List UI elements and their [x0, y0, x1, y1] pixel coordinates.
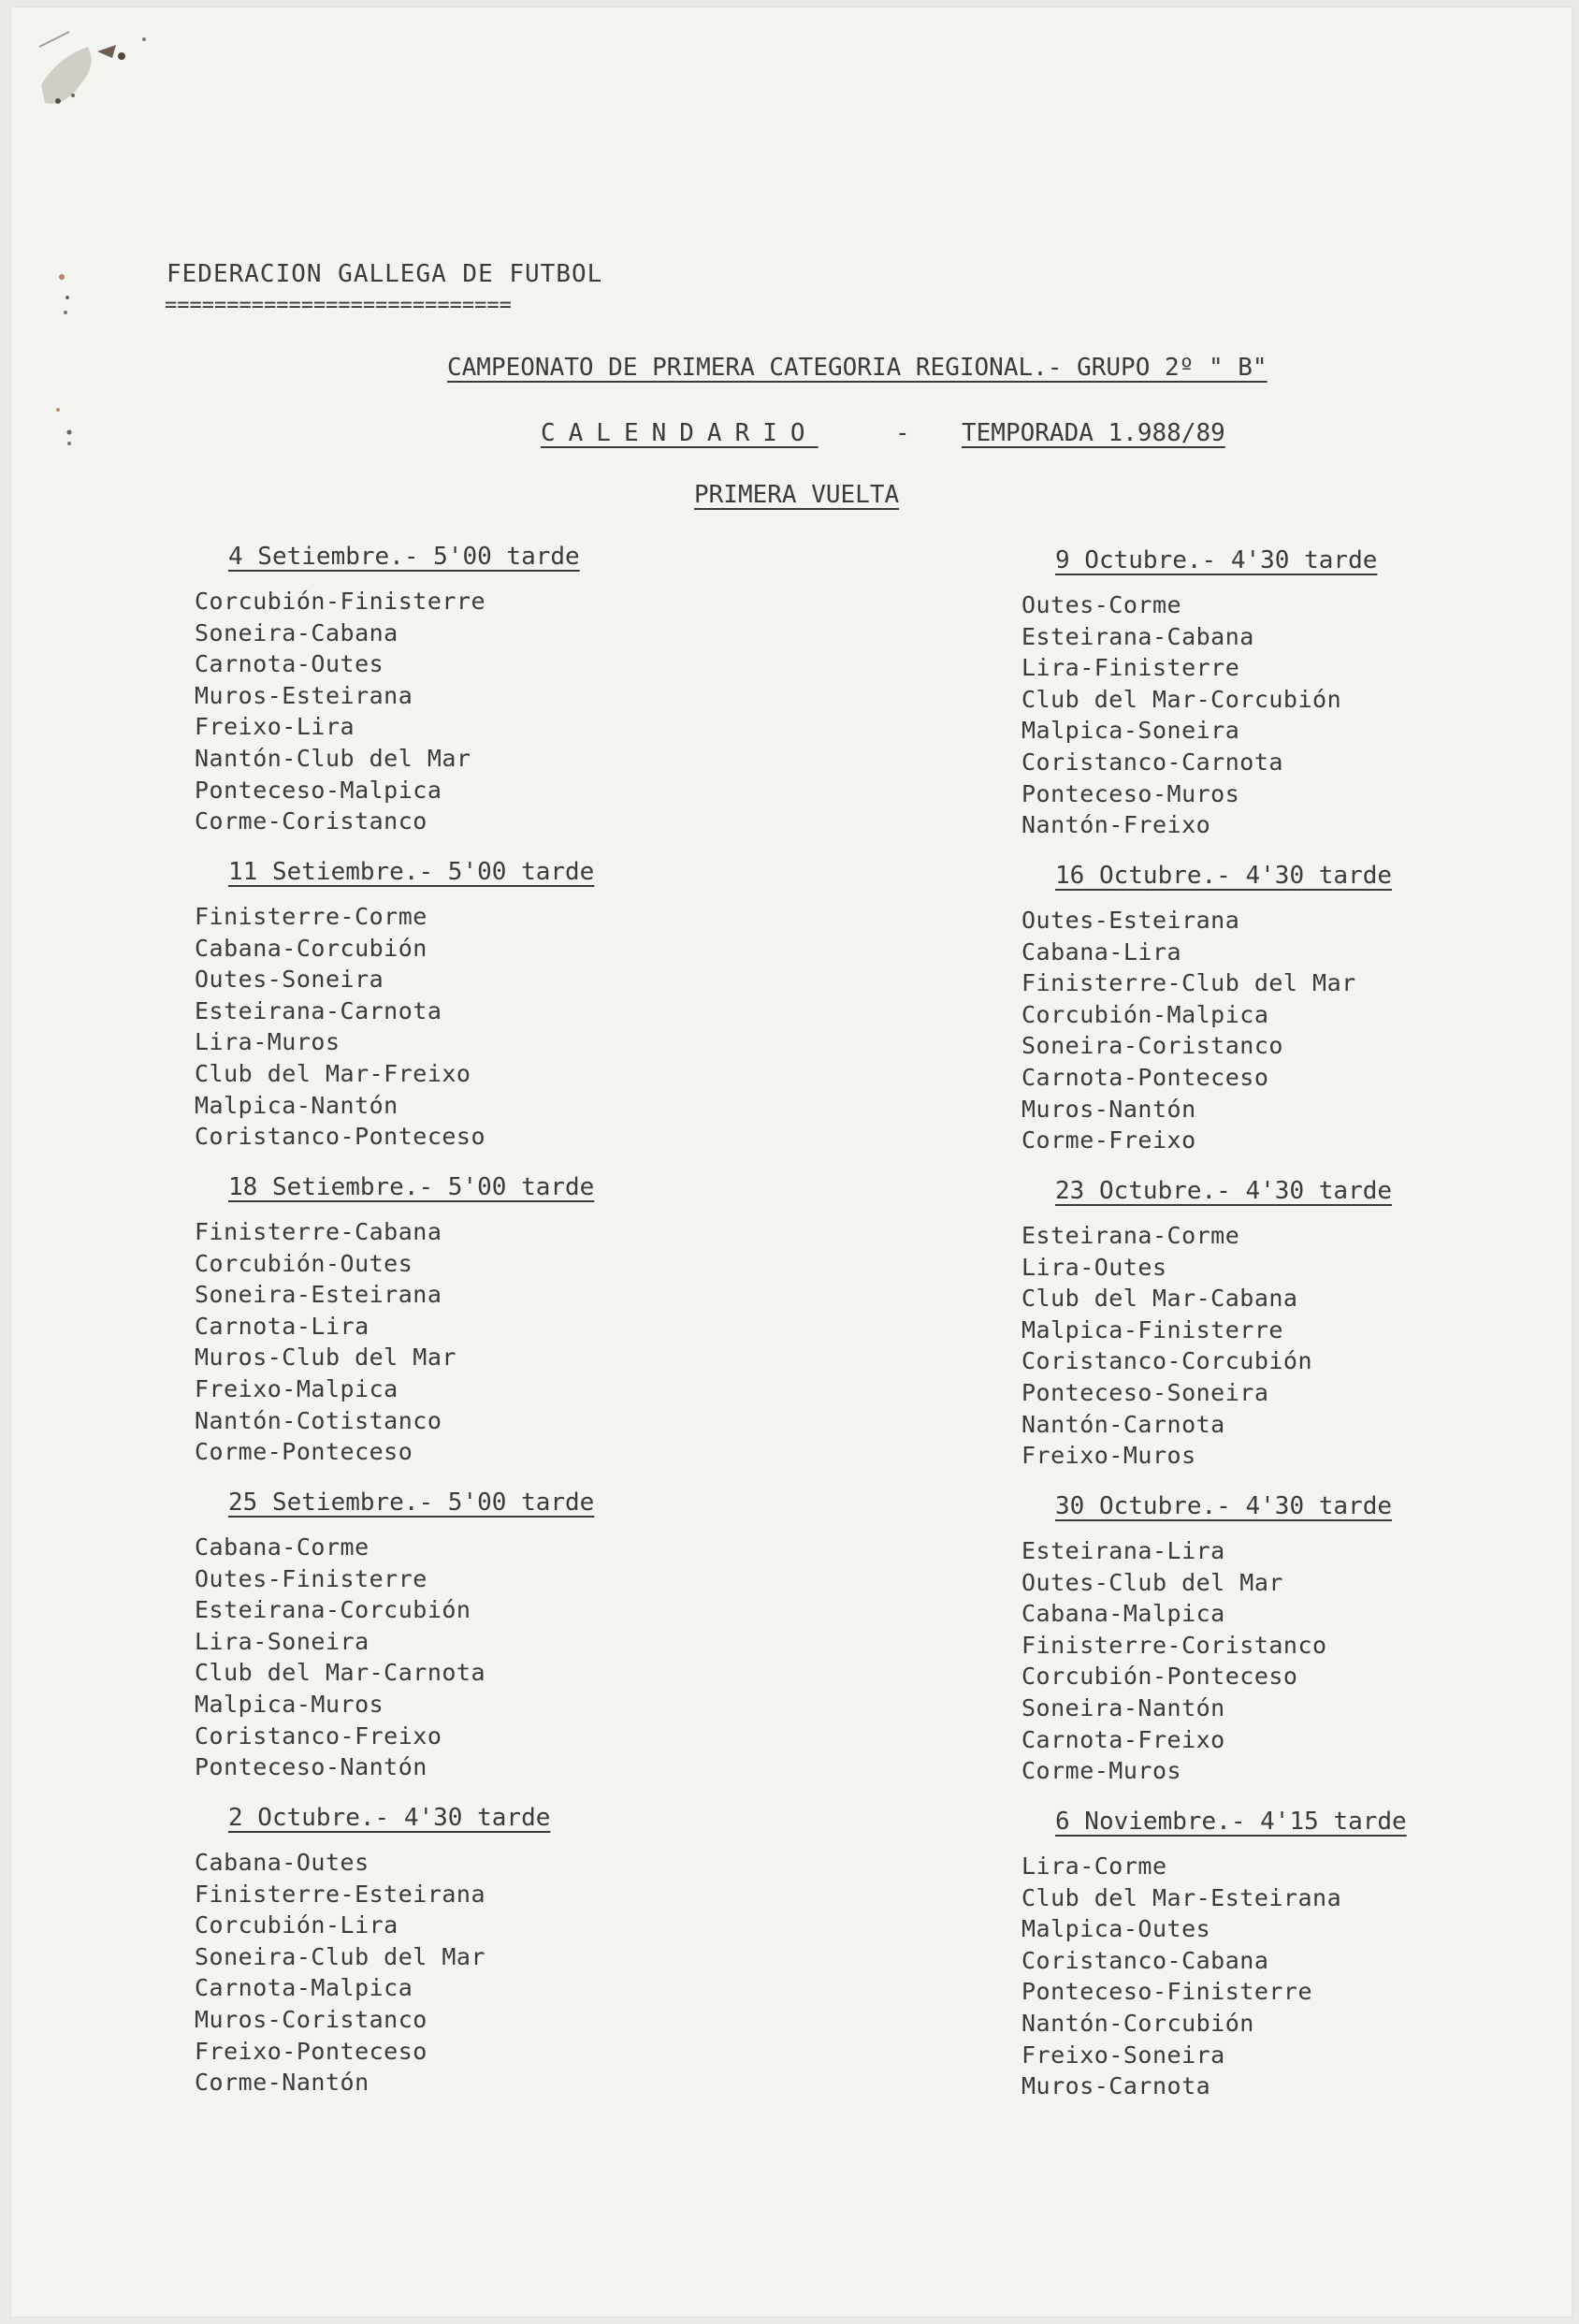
match-item: Cabana-Malpica — [1021, 1600, 1225, 1628]
match-item: Esteirana-Corme — [1021, 1222, 1240, 1249]
match-item: Outes-Finisterre — [195, 1564, 427, 1592]
match-item: Finisterre-Cabana — [195, 1218, 442, 1245]
match-item: Malpica-Nantón — [195, 1091, 398, 1119]
federation-underline: ============================ — [165, 294, 512, 317]
round-block — [195, 543, 718, 858]
round-date: 16 Octubre.- 4'30 tarde — [1055, 862, 1393, 890]
season-title: TEMPORADA 1.988/89 — [962, 419, 1225, 447]
match-item: Outes-Corme — [1021, 591, 1182, 618]
match-item: Soneira-Esteirana — [195, 1281, 442, 1309]
round-block — [1021, 546, 1545, 862]
match-item: Soneira-Club del Mar — [195, 1942, 486, 1970]
match-item: Esteirana-Corcubión — [195, 1596, 471, 1624]
match-item: Lira-Finisterre — [1021, 654, 1240, 682]
match-item: Esteirana-Carnota — [195, 996, 442, 1024]
round-date: 4 Setiembre.- 5'00 tarde — [228, 543, 580, 571]
title-dash: - — [895, 419, 910, 447]
match-item: Corcubión-Ponteceso — [1021, 1663, 1298, 1691]
match-item: Carnota-Ponteceso — [1021, 1063, 1269, 1091]
match-item: Soneira-Nantón — [1021, 1693, 1225, 1721]
round-block — [1021, 1492, 1545, 1808]
match-item: Muros-Carnota — [1021, 2072, 1211, 2100]
match-item: Malpica-Finisterre — [1021, 1315, 1283, 1344]
match-item: Freixo-Malpica — [195, 1374, 398, 1402]
match-item: Nantón-Carnota — [1021, 1410, 1225, 1438]
stain-mark-icon — [32, 19, 191, 131]
match-item: Corcubión-Finisterre — [195, 588, 486, 615]
match-item: Coristanco-Cabana — [1021, 1946, 1269, 1974]
match-item: Coristanco-Ponteceso — [195, 1123, 486, 1151]
match-item: Esteirana-Lira — [1021, 1537, 1225, 1564]
championship-title: CAMPEONATO DE PRIMERA CATEGORIA REGIONAL.- GRUPO 2º " B" — [447, 354, 1268, 382]
round-block — [1021, 1177, 1545, 1492]
match-item: Corme-Nantón — [195, 2069, 369, 2097]
match-item: Ponteceso-Malpica — [195, 776, 442, 804]
match-item: Outes-Soneira — [195, 966, 384, 994]
match-item: Carnota-Malpica — [195, 1974, 413, 2002]
match-item: Cabana-Corcubión — [195, 934, 427, 962]
round-block — [1021, 862, 1545, 1177]
match-item: Freixo-Lira — [195, 713, 355, 741]
match-item: Finisterre-Coristanco — [1021, 1631, 1327, 1659]
match-item: Carnota-Outes — [195, 650, 384, 678]
match-item: Nantón-Club del Mar — [195, 744, 471, 772]
match-item: Soneira-Cabana — [195, 618, 398, 646]
match-item: Muros-Nantón — [1021, 1095, 1196, 1123]
match-item: Outes-Club del Mar — [1021, 1568, 1283, 1596]
match-item: Carnota-Lira — [195, 1312, 369, 1340]
match-item: Ponteceso-Soneira — [1021, 1378, 1269, 1406]
match-item: Nantón-Corcubión — [1021, 2009, 1254, 2037]
match-item: Corcubión-Lira — [195, 1911, 398, 1939]
match-item: Coristanco-Corcubión — [1021, 1347, 1313, 1375]
round-block — [1021, 1808, 1545, 2123]
match-item: Club del Mar-Cabana — [1021, 1285, 1298, 1313]
match-item: Ponteceso-Muros — [1021, 779, 1240, 807]
match-item: Nantón-Cotistanco — [195, 1406, 442, 1434]
match-item: Malpica-Outes — [1021, 1915, 1211, 1943]
round-date: 2 Octubre.- 4'30 tarde — [228, 1804, 551, 1832]
match-item: Lira-Soneira — [195, 1627, 369, 1655]
match-item: Outes-Esteirana — [1021, 907, 1240, 934]
round-date: 30 Octubre.- 4'30 tarde — [1055, 1492, 1393, 1520]
match-item: Freixo-Ponteceso — [195, 2037, 427, 2065]
match-item: Corme-Muros — [1021, 1757, 1182, 1785]
rounds-column-left — [195, 543, 718, 2119]
match-item: Corme-Freixo — [1021, 1126, 1196, 1155]
match-item: Corcubión-Malpica — [1021, 1000, 1269, 1028]
match-item: Nantón-Freixo — [1021, 811, 1211, 839]
round-block — [195, 1173, 718, 1489]
match-item: Ponteceso-Nantón — [195, 1753, 427, 1781]
match-item: Lira-Corme — [1021, 1852, 1167, 1880]
round-date: 23 Octubre.- 4'30 tarde — [1055, 1177, 1393, 1205]
match-item: Carnota-Freixo — [1021, 1725, 1225, 1753]
match-item: Corme-Coristanco — [195, 807, 427, 835]
match-item: Freixo-Muros — [1021, 1442, 1196, 1470]
rounds-column-right — [1021, 546, 1545, 2123]
round-block — [195, 858, 718, 1173]
match-item: Cabana-Outes — [195, 1849, 369, 1876]
match-item: Muros-Coristanco — [195, 2005, 427, 2033]
match-item: Malpica-Soneira — [1021, 717, 1240, 745]
match-item: Corme-Ponteceso — [195, 1438, 413, 1466]
round-date: 11 Setiembre.- 5'00 tarde — [228, 858, 595, 886]
match-item: Coristanco-Carnota — [1021, 748, 1283, 776]
margin-specks-icon — [49, 260, 86, 503]
match-item: Lira-Muros — [195, 1028, 340, 1056]
document-page — [11, 7, 1572, 2317]
match-item: Soneira-Coristanco — [1021, 1032, 1283, 1060]
match-item: Cabana-Corme — [195, 1533, 369, 1561]
match-item: Freixo-Soneira — [1021, 2041, 1225, 2069]
match-item: Cabana-Lira — [1021, 937, 1182, 966]
round-date: 25 Setiembre.- 5'00 tarde — [228, 1489, 595, 1517]
match-item: Club del Mar-Freixo — [195, 1059, 471, 1087]
match-item: Lira-Outes — [1021, 1253, 1167, 1281]
round-date: 9 Octubre.- 4'30 tarde — [1055, 546, 1378, 574]
match-item: Coristanco-Freixo — [195, 1721, 442, 1750]
match-item: Club del Mar-Carnota — [195, 1659, 486, 1687]
round-block — [195, 1489, 718, 1804]
match-item: Finisterre-Club del Mar — [1021, 969, 1356, 997]
leg-title: PRIMERA VUELTA — [694, 481, 900, 509]
round-block — [195, 1804, 718, 2119]
match-item: Malpica-Muros — [195, 1690, 384, 1718]
match-item: Finisterre-Corme — [195, 903, 427, 930]
match-item: Esteirana-Cabana — [1021, 622, 1254, 650]
calendar-title: CALENDARIO — [541, 419, 818, 447]
match-item: Muros-Club del Mar — [195, 1344, 456, 1372]
match-item: Corcubión-Outes — [195, 1249, 413, 1277]
match-item: Club del Mar-Esteirana — [1021, 1883, 1342, 1911]
match-item: Finisterre-Esteirana — [195, 1880, 486, 1908]
round-date: 6 Noviembre.- 4'15 tarde — [1055, 1808, 1407, 1836]
match-item: Muros-Esteirana — [195, 681, 413, 709]
match-item: Club del Mar-Corcubión — [1021, 685, 1342, 713]
federation-name: FEDERACION GALLEGA DE FUTBOL — [167, 260, 603, 288]
round-date: 18 Setiembre.- 5'00 tarde — [228, 1173, 595, 1201]
match-item: Ponteceso-Finisterre — [1021, 1978, 1313, 2006]
